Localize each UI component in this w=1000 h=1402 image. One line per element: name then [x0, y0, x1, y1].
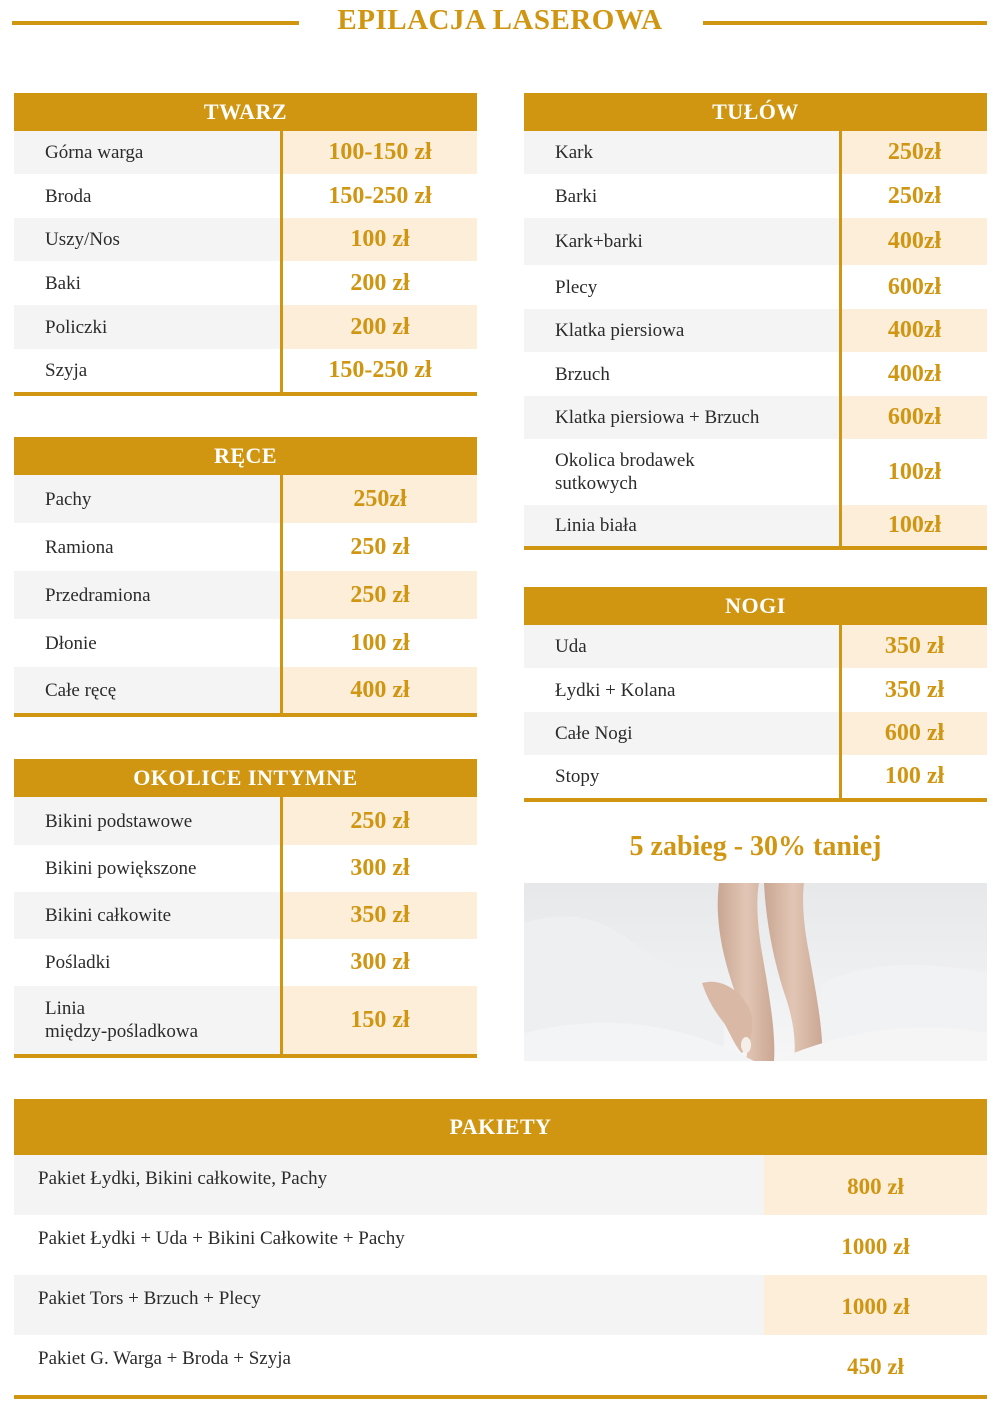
price-row: [524, 505, 987, 546]
price-row: [14, 571, 477, 619]
treatment-name: Ramiona: [45, 536, 114, 558]
price-row: [14, 131, 477, 174]
price-value: 250zł: [839, 131, 987, 174]
price-value: 400zł: [839, 309, 987, 352]
price-value: 100 zł: [280, 218, 477, 261]
bottom-rule: [14, 1054, 477, 1058]
treatment-name: Całe ręcę: [14, 667, 280, 713]
section-pakiety: [14, 1099, 987, 1399]
price-row: [524, 352, 987, 396]
price-value: 250zł: [839, 174, 987, 218]
price-value: 600zł: [839, 265, 987, 309]
price-row: [524, 625, 987, 668]
price-value: 150-250 zł: [280, 349, 477, 392]
price-row: [524, 396, 987, 439]
treatment-name: Okolica brodawek sutkowych: [555, 450, 695, 494]
price-row: [524, 439, 987, 505]
bottom-rule: [524, 546, 987, 550]
price-row: [524, 668, 987, 712]
package-name: Pakiet Tors + Brzuch + Plecy: [14, 1275, 764, 1335]
price-value: 300 zł: [280, 939, 477, 986]
section-okolice-intymne: [14, 759, 477, 1058]
price-value: 100zł: [839, 505, 987, 546]
price-value: 100-150 zł: [280, 131, 477, 174]
bottom-rule: [14, 1395, 987, 1399]
price-row: [14, 261, 477, 305]
price-value: 400zł: [839, 352, 987, 396]
price-value: 400zł: [839, 218, 987, 265]
treatment-name: Kark+barki: [524, 218, 839, 265]
price-value: 1000 zł: [764, 1275, 987, 1335]
price-value: 350 zł: [839, 668, 987, 712]
price-value: 100 zł: [839, 755, 987, 798]
price-value: 250zł: [280, 475, 477, 523]
price-row: [14, 349, 477, 392]
section-heading: OKOLICE INTYMNE: [14, 759, 477, 797]
price-value: 200 zł: [280, 305, 477, 349]
price-row: [524, 131, 987, 174]
bottom-rule: [14, 392, 477, 396]
section-heading: RĘCE: [14, 437, 477, 475]
price-row: [14, 305, 477, 349]
package-name: Pakiet G. Warga + Broda + Szyja: [38, 1348, 291, 1369]
price-row: [14, 667, 477, 713]
price-list: [14, 475, 477, 713]
price-row: [524, 174, 987, 218]
price-value: 600 zł: [839, 712, 987, 755]
price-value: 100 zł: [280, 619, 477, 667]
price-list: [14, 131, 477, 392]
promo-text: 5 zabieg - 30% taniej: [629, 831, 882, 862]
section-rece: [14, 437, 477, 717]
treatment-name: Szyja: [45, 360, 88, 381]
treatment-name: Pachy: [14, 475, 280, 523]
price-row: [524, 309, 987, 352]
treatment-name: Stopy: [555, 766, 600, 787]
price-value: 100zł: [839, 439, 987, 505]
treatment-name: Klatka piersiowa: [524, 309, 839, 352]
treatment-name: Baki: [45, 272, 81, 294]
price-row: [14, 619, 477, 667]
treatment-name: Bikini całkowite: [14, 892, 280, 939]
treatment-name: Brzuch: [555, 363, 610, 385]
price-value: 350 zł: [280, 892, 477, 939]
price-row: [524, 265, 987, 309]
price-row: [14, 892, 477, 939]
price-row: [14, 797, 477, 845]
price-row: [14, 523, 477, 571]
treatment-name: Uszy/Nos: [14, 218, 280, 261]
treatment-name: Dłonie: [45, 632, 97, 654]
price-value: 400 zł: [280, 667, 477, 713]
price-value: 600zł: [839, 396, 987, 439]
section-nogi: [524, 587, 987, 802]
treatment-name: Całe Nogi: [524, 712, 839, 755]
price-value: 150-250 zł: [280, 174, 477, 218]
page-title: EPILACJA LASEROWA: [337, 4, 663, 36]
package-row: [14, 1335, 987, 1395]
section-twarz: [14, 93, 477, 396]
treatment-name: Linia biała: [524, 505, 839, 546]
legs-photo: [524, 883, 987, 1061]
price-value: 250 zł: [280, 523, 477, 571]
price-value: 350 zł: [839, 625, 987, 668]
price-value: 800 zł: [764, 1155, 987, 1215]
treatment-name: Bikini powiększone: [45, 858, 197, 879]
price-row: [14, 475, 477, 523]
package-row: [14, 1215, 987, 1275]
treatment-name: Broda: [45, 185, 92, 207]
treatment-name: Policzki: [14, 305, 280, 349]
price-list: [524, 625, 987, 798]
treatment-name: Przedramiona: [14, 571, 280, 619]
price-row: [524, 712, 987, 755]
price-row: [14, 939, 477, 986]
section-heading: NOGI: [524, 587, 987, 625]
legs-photo-illustration: [524, 883, 987, 1061]
package-name: Pakiet Łydki + Uda + Bikini Całkowite + Pachy: [38, 1228, 405, 1249]
section-heading: TWARZ: [14, 93, 477, 131]
price-list: [14, 797, 477, 1054]
treatment-name: Łydki + Kolana: [555, 679, 676, 701]
price-row: [14, 218, 477, 261]
price-list: [524, 131, 987, 546]
bottom-rule: [14, 713, 477, 717]
price-row: [14, 986, 477, 1054]
price-value: 250 zł: [280, 571, 477, 619]
treatment-name: Barki: [555, 185, 598, 207]
price-row: [14, 845, 477, 892]
section-tulow: [524, 93, 987, 550]
price-row: [14, 174, 477, 218]
price-value: 200 zł: [280, 261, 477, 305]
treatment-name: Linia między-pośladkowa: [14, 986, 280, 1054]
price-value: 1000 zł: [841, 1234, 910, 1259]
section-heading: PAKIETY: [14, 1099, 987, 1155]
treatment-name: Kark: [524, 131, 839, 174]
bottom-rule: [524, 798, 987, 802]
price-value: 150 zł: [280, 986, 477, 1054]
package-row: [14, 1155, 987, 1215]
treatment-name: Plecy: [555, 276, 598, 298]
treatment-name: Klatka piersiowa + Brzuch: [524, 396, 839, 439]
section-heading: TUŁÓW: [524, 93, 987, 131]
package-name: Pakiet Łydki, Bikini całkowite, Pachy: [14, 1155, 764, 1215]
treatment-name: Górna warga: [14, 131, 280, 174]
package-list: [14, 1155, 987, 1395]
price-value: 250 zł: [280, 797, 477, 845]
price-value: 450 zł: [847, 1354, 904, 1379]
price-value: 300 zł: [280, 845, 477, 892]
treatment-name: Bikini podstawowe: [14, 797, 280, 845]
package-row: [14, 1275, 987, 1335]
treatment-name: Pośladki: [45, 952, 111, 973]
price-row: [524, 218, 987, 265]
price-row: [524, 755, 987, 798]
treatment-name: Uda: [524, 625, 839, 668]
